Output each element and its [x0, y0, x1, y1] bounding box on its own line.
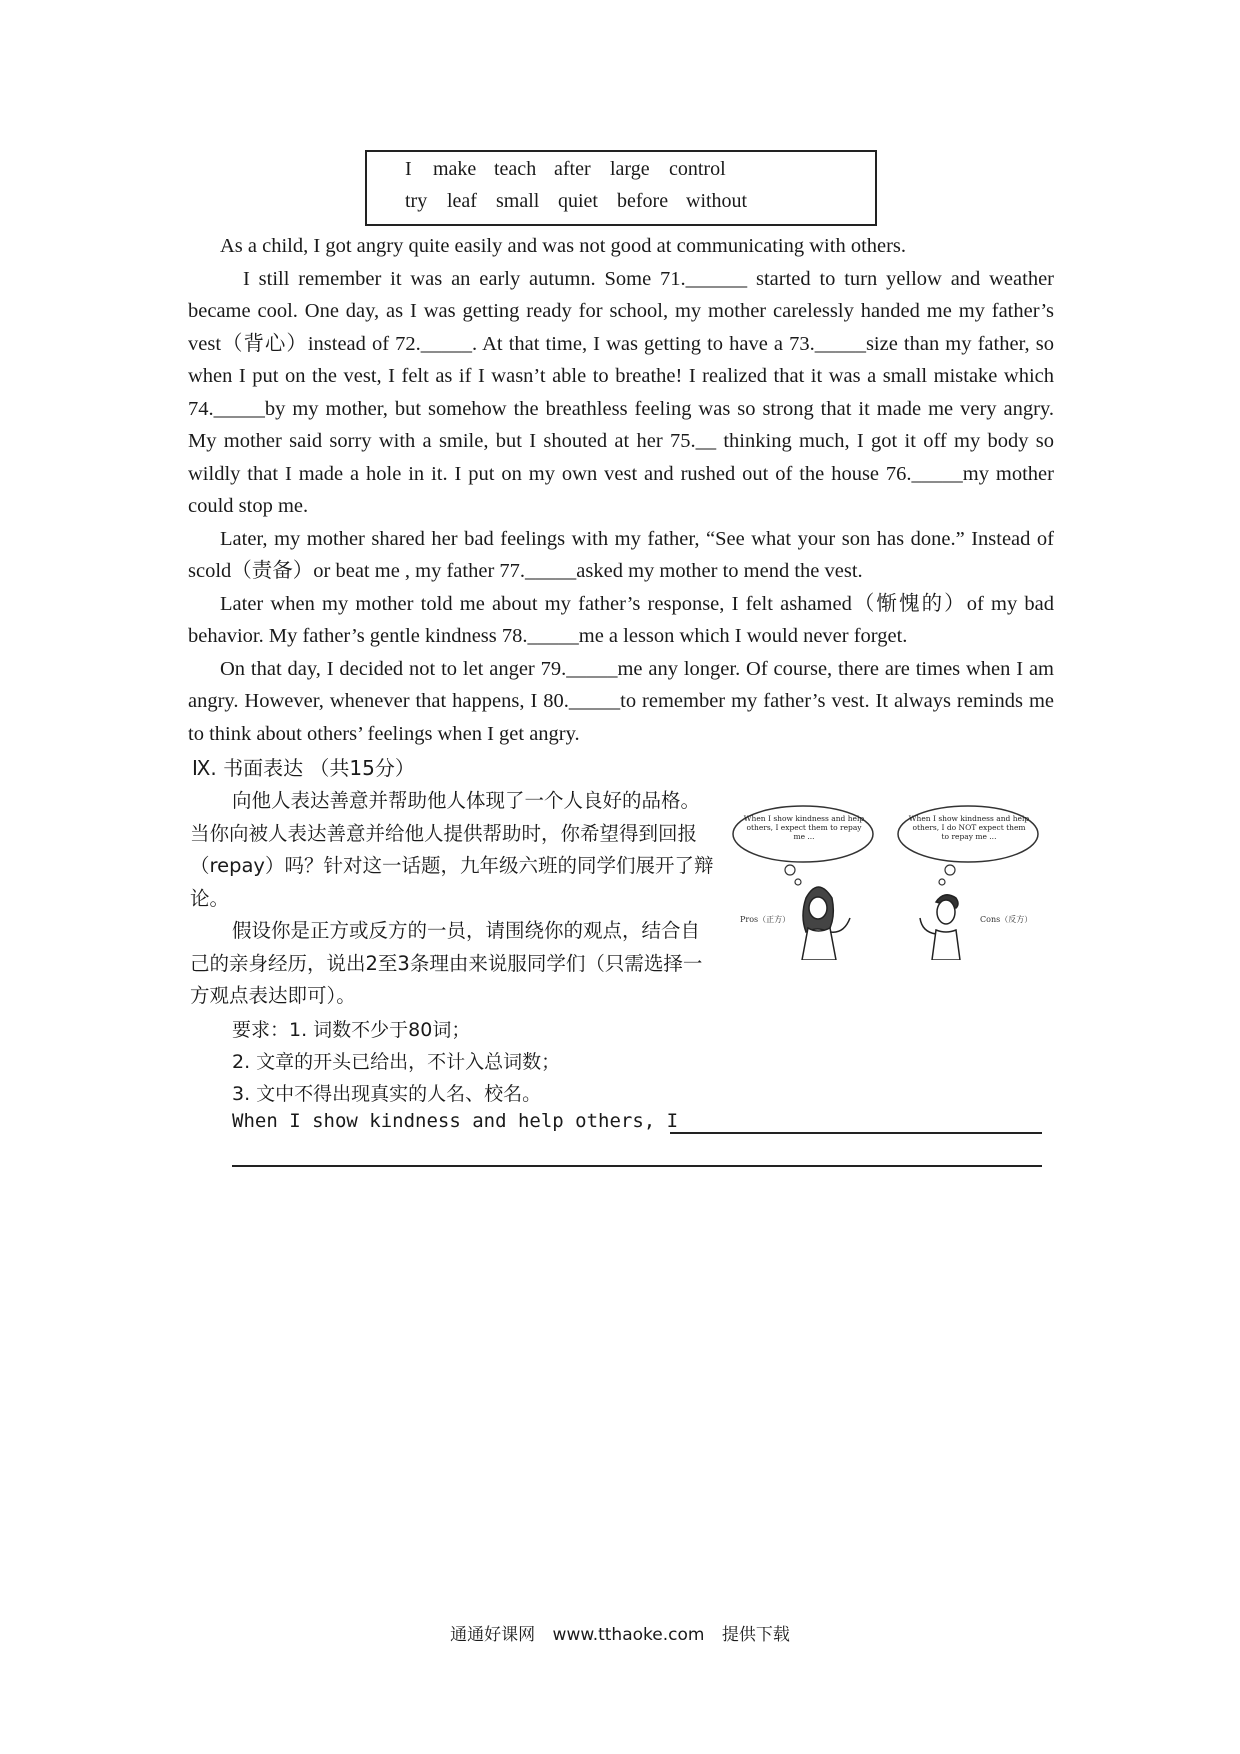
boy-figure-icon: [920, 895, 960, 960]
passage-paragraph: As a child, I got angry quite easily and was not good at communicating with others.: [220, 235, 907, 257]
answer-line[interactable]: [232, 1165, 1042, 1167]
label-cons: Cons（反方）: [980, 915, 1033, 924]
passage-paragraph: On that day, I decided not to let anger 79._____me any longer. Of course, there are times when I am angry. However, whenever that happens, I 80._____to remember my father’s vest. It always reminds me to think about others’ feelings when I get angry.: [188, 657, 1054, 745]
word-bank-word: without: [686, 190, 748, 212]
debate-illustration: [728, 800, 1048, 960]
word-bank-word: small: [496, 190, 540, 212]
footer-site-name: 通通好课网: [450, 1625, 536, 1645]
writing-prompt: When I show kindness and help others, I: [232, 1110, 679, 1132]
word-bank-word: try: [405, 190, 428, 212]
word-bank-word: make: [433, 158, 477, 180]
writing-instructions: [190, 785, 715, 1013]
requirement-3: 3. 文中不得出现真实的人名、校名。: [232, 1083, 542, 1105]
requirement-2: 2. 文章的开头已给出，不计入总词数；: [232, 1051, 561, 1073]
passage-paragraph: Later when my mother told me about my father’s response, I felt ashamed（惭愧的）of my bad behavior. My father’s gentle kindness 78._____me a lesson which I would never forget.: [188, 592, 1054, 647]
passage-paragraph: Later, my mother shared her bad feelings with my father, “See what your son has done.” Instead of scold（责备）or beat me , my father 77._____asked my mother to mend the vest.: [188, 527, 1054, 582]
word-bank-word: teach: [494, 158, 537, 180]
girl-figure-icon: [802, 887, 850, 960]
word-bank-word: large: [610, 158, 650, 180]
word-bank-word: before: [617, 190, 669, 212]
word-bank-word: I: [405, 158, 412, 180]
requirement-1: 要求：1. 词数不少于80词；: [232, 1019, 471, 1041]
word-bank-word: leaf: [447, 190, 477, 212]
answer-line[interactable]: [670, 1132, 1042, 1134]
passage-paragraph: I still remember it was an early autumn. Some 71.______ started to turn yellow and weather became cool. One day, as I was getting ready for school, my mother carelessly handed me my father’s vest（背心）instead of 72._____. At that time, I was getting to have a 73._____size than my father, so when I put on the vest, I felt as if I wasn’t able to breathe! I realized that it was a small mistake which 74._____by my mother, but somehow the breathless feeling was so strong that it made me very angry. My mother said sorry with a smile, but I shouted at her 75.__ thinking much, I got it off my body so wildly that I made a hole in it. I put on my own vest and rushed out of the house 76._____my mother could stop me.: [188, 267, 1054, 517]
writing-intro: 向他人表达善意并帮助他人体现了一个人良好的品格。当你向被人表达善意并给他人提供帮助时，你希望得到回报（repay）吗？针对这一话题，九年级六班的同学们展开了辩论。: [190, 789, 714, 910]
passage: [188, 230, 1054, 750]
page-footer: [0, 1620, 1240, 1645]
word-bank-word: control: [669, 158, 726, 180]
label-pros: Pros（正方）: [740, 915, 791, 924]
footer-url[interactable]: www.tthaoke.com: [552, 1625, 705, 1645]
footer-suffix: 提供下载: [721, 1625, 790, 1645]
writing-task: 假设你是正方或反方的一员，请围绕你的观点，结合自己的亲身经历，说出2至3条理由来说服同学们（只需选择一方观点表达即可）。: [190, 919, 703, 1007]
word-bank-word: quiet: [558, 190, 598, 212]
word-bank-box: [365, 150, 877, 226]
speech-bubble-right-text: When I show kindness and help others, I do NOT expect them to repay me ...: [908, 814, 1030, 841]
debate-illustration-svg: [728, 800, 1048, 960]
section-title: Ⅸ. 书面表达 （共15分）: [192, 756, 415, 780]
word-bank-word: after: [554, 158, 591, 180]
speech-bubble-left-text: When I show kindness and help others, I expect them to repay me ...: [743, 814, 865, 841]
